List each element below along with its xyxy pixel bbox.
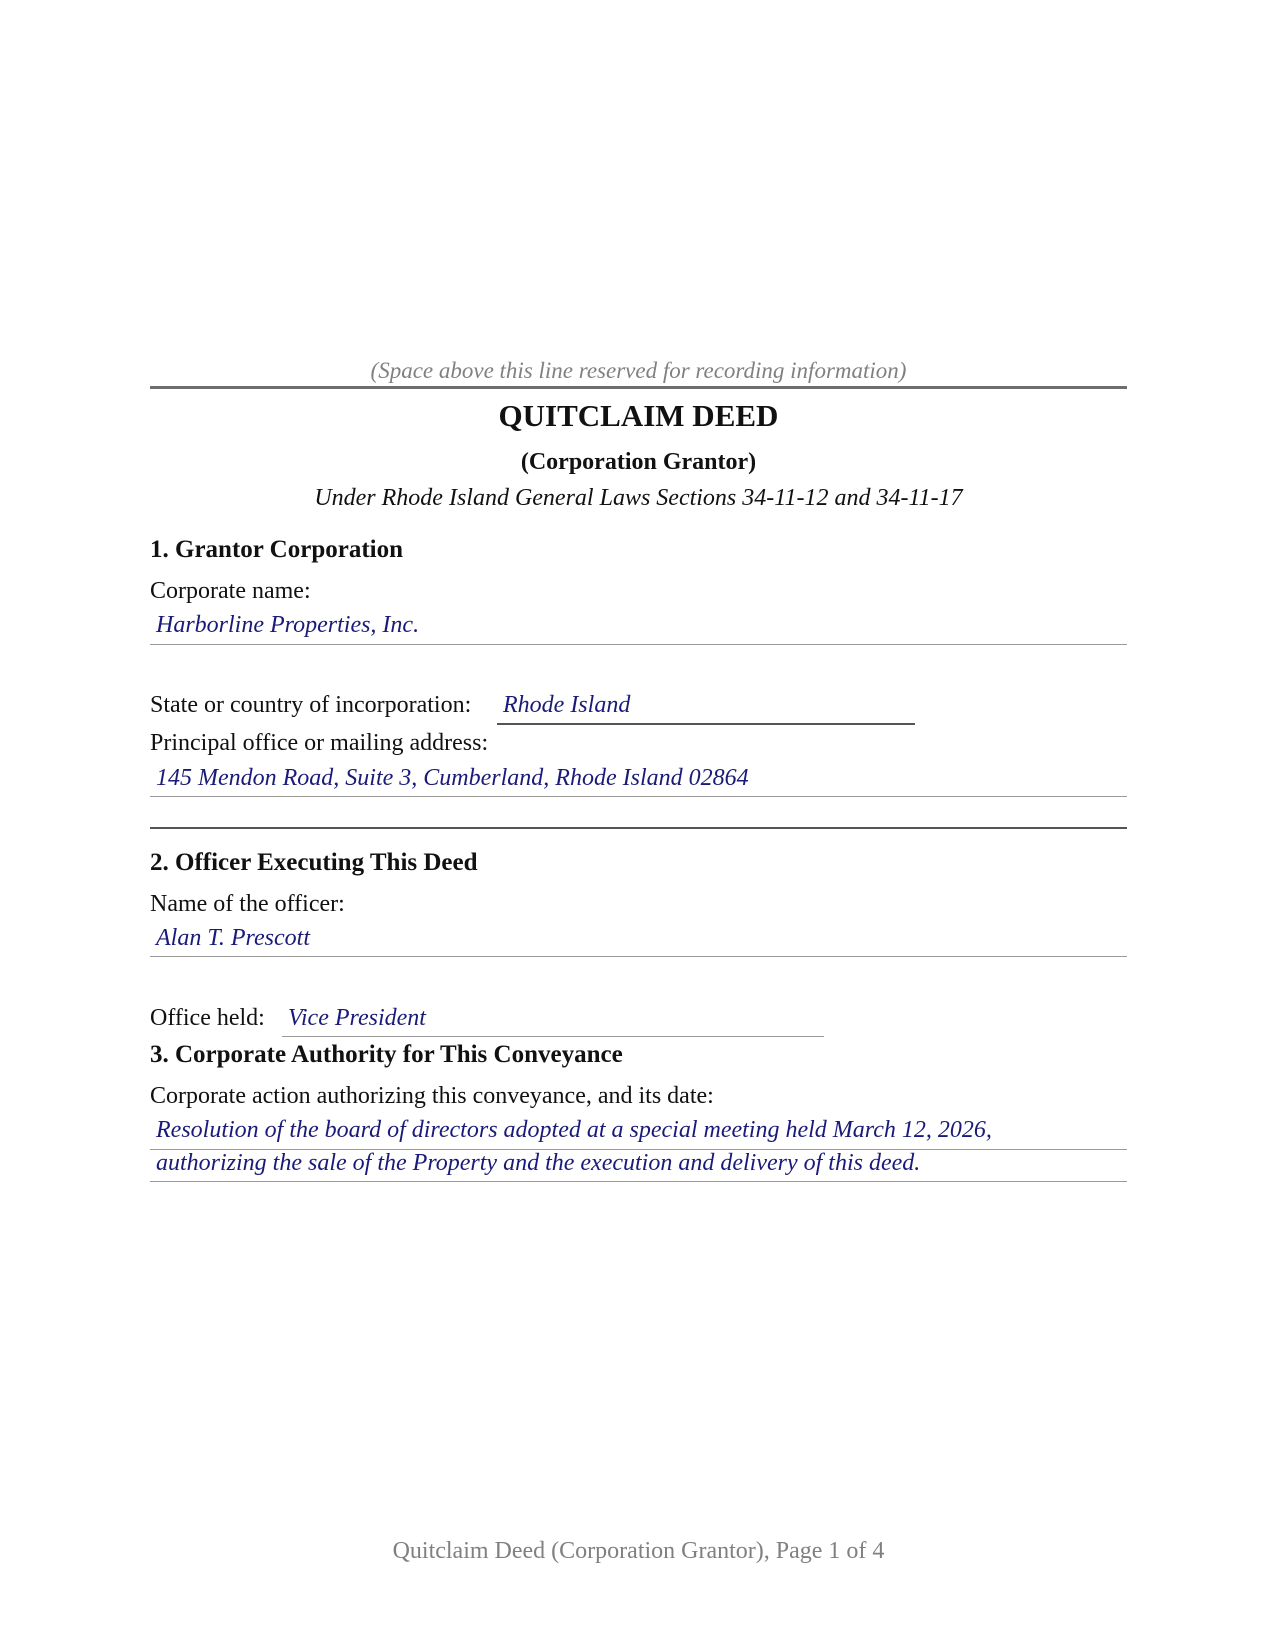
incorporation-field[interactable]: Rhode Island — [503, 692, 631, 718]
address-field[interactable]: 145 Mendon Road, Suite 3, Cumberland, Rhode Island 02864 — [156, 765, 749, 791]
officer-name-field[interactable]: Alan T. Prescott — [156, 925, 310, 951]
office-held-label: Office held: — [150, 1005, 265, 1031]
page-footer: Quitclaim Deed (Corporation Grantor), Page 1 of 4 — [392, 1538, 885, 1564]
statute-reference: Under Rhode Island General Laws Sections 34-11-12 and 34-11-17 — [314, 485, 963, 511]
document-subtitle: (Corporation Grantor) — [520, 449, 757, 475]
address-underline — [150, 796, 1127, 797]
section-heading-authority: 3. Corporate Authority for This Conveyance — [150, 1041, 623, 1068]
corporate-name-underline — [150, 644, 1127, 645]
corporate-action-line-2[interactable]: authorizing the sale of the Property and the execution and delivery of this deed. — [156, 1150, 921, 1176]
section-heading-officer: 2. Officer Executing This Deed — [150, 849, 478, 876]
corporate-action-line-1[interactable]: Resolution of the board of directors adopted at a special meeting held March 12, 2026, — [156, 1117, 992, 1143]
corporate-name-label: Corporate name: — [150, 578, 311, 604]
deed-page — [150, 0, 1127, 1650]
incorporation-underline — [497, 723, 915, 725]
incorporation-label: State or country of incorporation: — [150, 692, 472, 718]
address-second-line — [150, 827, 1127, 829]
officer-name-label: Name of the officer: — [150, 891, 345, 917]
officer-name-underline — [150, 956, 1127, 957]
office-held-underline — [282, 1036, 824, 1037]
address-label: Principal office or mailing address: — [150, 730, 489, 756]
recording-space-note: (Space above this line reserved for recording information) — [370, 358, 907, 383]
office-held-field[interactable]: Vice President — [288, 1005, 426, 1031]
corporate-name-field[interactable]: Harborline Properties, Inc. — [156, 612, 420, 638]
corporate-action-underline-2 — [150, 1181, 1127, 1182]
section-heading-grantor: 1. Grantor Corporation — [150, 536, 403, 563]
document-title: QUITCLAIM DEED — [498, 398, 779, 433]
recording-divider-line — [150, 386, 1127, 389]
corporate-action-label: Corporate action authorizing this conveyance, and its date: — [150, 1083, 714, 1109]
